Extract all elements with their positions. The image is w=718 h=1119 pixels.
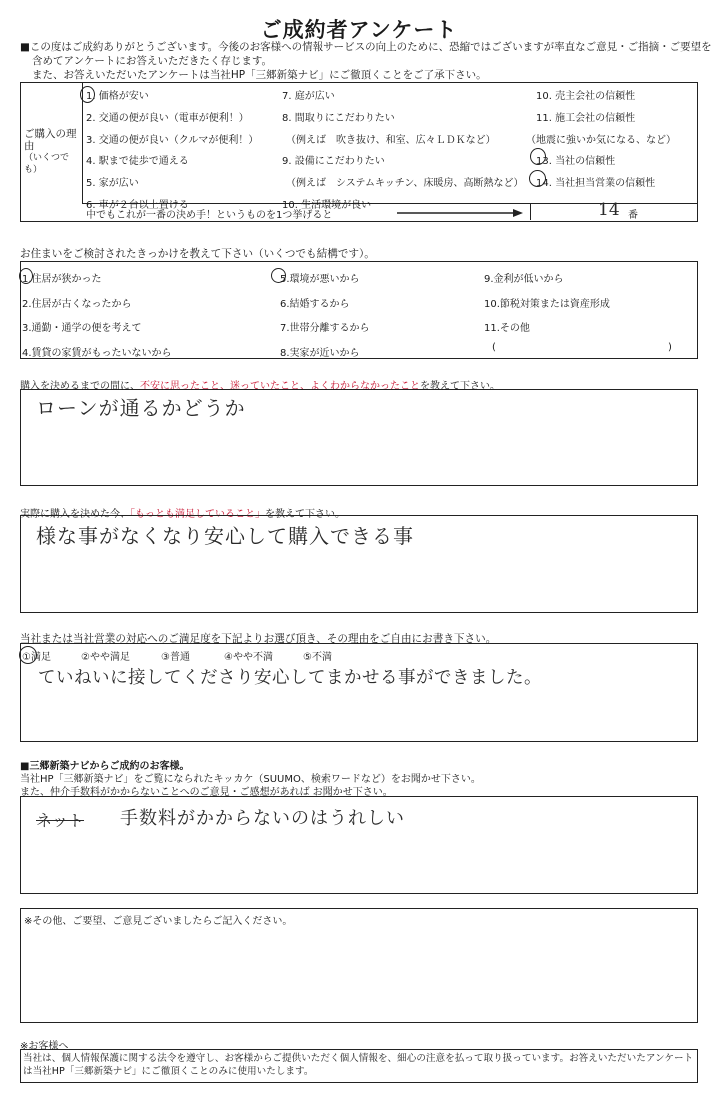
best-unit: 番 xyxy=(628,210,638,221)
selection-mark xyxy=(80,86,95,103)
page-title: ご成約者アンケート xyxy=(260,18,458,42)
intro-line: 含めてアンケートにお答えいただきたく存じます。 xyxy=(32,55,273,67)
q-emphasis: 「もっとも満足していること」 xyxy=(130,509,265,520)
q-text: を教えて下さい。 xyxy=(265,509,345,520)
navi-line: 当社HP「三郷新築ナビ」をご覧になられたキッカケ（SUUMO、検索ワードなど）をお聞かせ下さい。 xyxy=(20,774,481,785)
trigger-item: 6.結婚するから xyxy=(280,298,350,310)
arrow-icon xyxy=(395,208,525,218)
reason-item: 9. 設備にこだわりたい xyxy=(282,156,385,168)
triggers-col1 xyxy=(22,268,172,366)
triggers-col2 xyxy=(280,268,370,366)
option-dissatisfied[interactable]: ⑤不満 xyxy=(303,652,332,663)
navi-question xyxy=(20,760,481,799)
trigger-item: 4.賃貸の家賃がもったいないから xyxy=(22,347,172,359)
reason-item: 5. 家が広い xyxy=(86,178,139,190)
option-satisfied[interactable]: ①満足 xyxy=(22,652,51,663)
trigger-item: 10.節税対策または資産形成 xyxy=(484,298,610,310)
reason-item: 11. 施工会社の信頼性 xyxy=(536,112,636,124)
other-answer-area[interactable] xyxy=(24,930,690,1015)
selection-mark xyxy=(19,268,33,284)
intro-line: また、お答えいただいたアンケートは当社HP「三郷新築ナビ」にご徹頂くことをご了承下さい。 xyxy=(32,69,487,81)
reasons-label xyxy=(24,128,77,176)
trigger-other-close: ) xyxy=(668,342,672,353)
reasons-col2 xyxy=(282,86,524,217)
trigger-item: 7.世帯分離するから xyxy=(280,323,370,334)
reason-item: （例えば システムキッチン、床暖房、高断熱など） xyxy=(286,178,524,190)
label-line: （いくつで xyxy=(24,153,70,163)
trigger-other-open: ( xyxy=(492,342,496,353)
divider xyxy=(530,203,531,220)
trigger-item: 5.環境が悪いから xyxy=(280,274,360,285)
triggers-question: お住まいをご検討されたきっかけを教えて下さい（いくつでも結構です）。 xyxy=(20,248,375,260)
reasons-col1 xyxy=(86,86,258,217)
option-somewhat-satisfied[interactable]: ②やや満足 xyxy=(81,652,130,663)
reason-item: 2. 交通の便が良い（電車が便利！） xyxy=(86,112,249,124)
navi-line: ■三郷新築ナビからご成約のお客様。 xyxy=(20,761,190,772)
selection-mark xyxy=(529,170,546,187)
option-somewhat-dissatisfied[interactable]: ④やや不満 xyxy=(224,652,273,663)
q-text: 購入を決めるまでの間に、 xyxy=(20,381,140,392)
trigger-item: 1.住居が狭かった xyxy=(22,274,102,285)
reason-item: 8. 間取りにこだわりたい xyxy=(282,112,395,124)
label-line: 由 xyxy=(24,140,35,152)
label-line: ご購入の理 xyxy=(24,128,77,140)
reason-item: 3. 交通の便が良い（クルマが便利！） xyxy=(86,134,259,146)
q-emphasis: 不安に思ったこと、迷っていたこと、よくわからなかったこと xyxy=(140,381,420,392)
trigger-item: 11.その他 xyxy=(484,323,530,334)
selection-mark xyxy=(271,268,286,283)
reason-item: 1. 価格が安い xyxy=(86,91,149,102)
reason-item: 6. 車が２台以上置ける xyxy=(86,199,189,211)
reasons-col3 xyxy=(526,86,676,195)
reason-item: 7. 庭が広い xyxy=(282,91,335,102)
intro-text xyxy=(20,40,710,82)
q-text: 実際に購入を決めた今、 xyxy=(20,509,130,520)
privacy-text xyxy=(23,1052,693,1078)
worries-answer[interactable]: ローンが通るかどうか xyxy=(36,396,246,420)
label-line: も） xyxy=(24,165,43,175)
privacy-line: 当社は、個人情報保護に関する法令を遵守し、お客様からご提供いただく個人情報を、細心の注意を払って取り扱っています。お答えいただいたアンケート xyxy=(23,1053,694,1064)
selection-mark xyxy=(19,646,37,664)
navi-line: また、仲介手数料がかからないことへのご意見・ご感想があれば お聞かせ下さい。 xyxy=(20,787,393,798)
staff-question: 当社または当社営業の対応へのご満足度を下記よりお選び頂き、その理由をご自由にお書き下さい。 xyxy=(20,633,497,645)
reason-item: （例えば 吹き抜け、和室、広々ＬＤＫなど） xyxy=(286,134,496,146)
navi-answer[interactable]: 手数料がかからないのはうれしい xyxy=(120,808,405,829)
navi-answer-struck: ネット xyxy=(36,811,85,830)
satisfied-answer[interactable]: 様な事がなくなり安心して購入できる事 xyxy=(36,524,414,548)
trigger-item: 2.住居が古くなったから xyxy=(22,298,132,310)
reason-item: 10. 生活環境が良い xyxy=(282,199,372,211)
q-text: を教えて下さい。 xyxy=(420,381,500,392)
best-answer[interactable]: 14 xyxy=(598,200,620,220)
triggers-col3 xyxy=(484,268,610,342)
privacy-line: は当社HP「三郷新築ナビ」にご徹頂くことのみに使用いたします。 xyxy=(23,1066,314,1077)
reason-item: 13. 当社の信頼性 xyxy=(536,156,616,168)
reason-item: 14. 当社担当営業の信頼性 xyxy=(536,178,656,190)
reason-item: 4. 駅まで徒歩で通える xyxy=(86,156,189,168)
selection-mark xyxy=(530,148,546,165)
privacy-heading: ※お客様へ xyxy=(20,1041,69,1052)
reason-item: 10. 売主会社の信頼性 xyxy=(536,91,636,102)
option-neutral[interactable]: ③普通 xyxy=(161,652,190,663)
satisfaction-options xyxy=(22,648,332,663)
best-prompt: 中でもこれが一番の決め手！というものを1つ挙げると xyxy=(86,210,333,221)
trigger-item: 8.実家が近いから xyxy=(280,347,360,359)
staff-answer[interactable]: ていねいに接してくださり安心してまかせる事ができました。 xyxy=(38,668,542,688)
other-question: ※その他、ご要望、ご意見ございましたらご記入ください。 xyxy=(24,916,293,927)
trigger-item: 9.金利が低いから xyxy=(484,274,564,285)
reason-item: （地震に強いか気になる、など） xyxy=(526,134,676,146)
trigger-item: 3.通勤・通学の便を考えて xyxy=(22,323,142,334)
intro-line: ■この度はご成約ありがとうございます。今後のお客様への情報サービスの向上のために、恐縮ではございますが率直なご意見・ご指摘・ご要望を xyxy=(20,41,712,53)
